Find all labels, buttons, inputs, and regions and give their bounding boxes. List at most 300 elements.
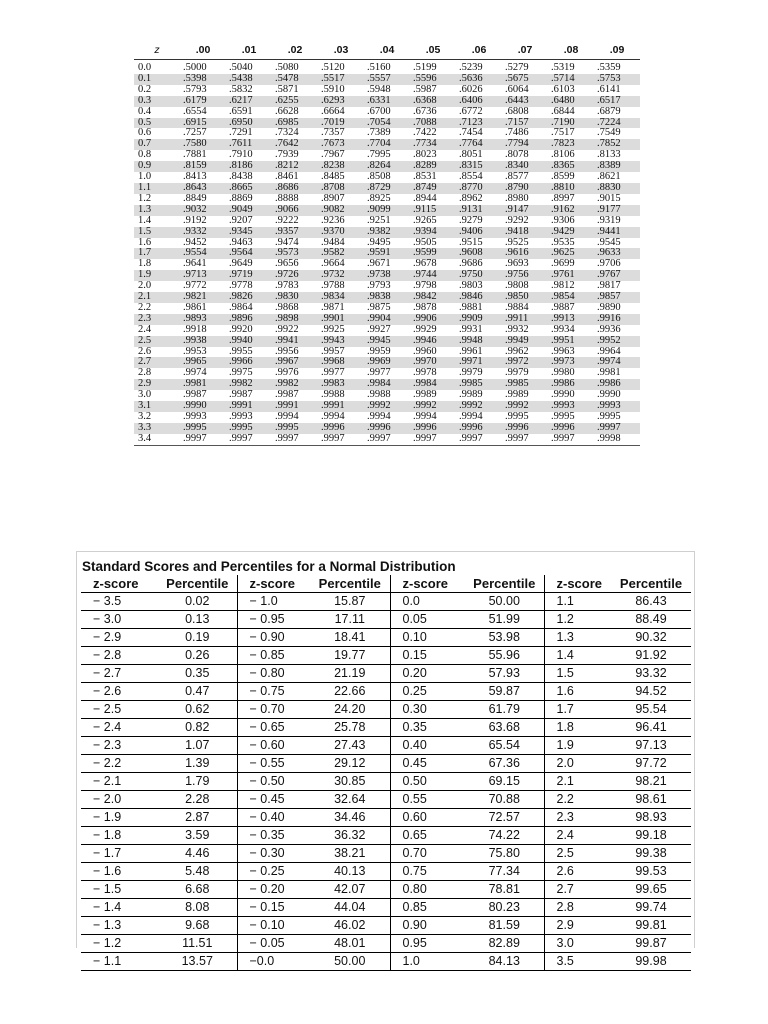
probability-cell: .6480	[548, 96, 594, 107]
probability-cell: .8438	[226, 172, 272, 183]
probability-cell: .7291	[226, 128, 272, 139]
z-score-cell: − 2.1	[81, 773, 158, 791]
percentile-cell: 57.93	[465, 665, 544, 683]
percentile-cell: 75.80	[465, 845, 544, 863]
percentile-cell: 34.46	[310, 809, 390, 827]
probability-cell: .9986	[548, 379, 594, 390]
probability-cell: .9990	[180, 401, 226, 412]
probability-cell: .9452	[180, 238, 226, 249]
probability-cell: .7257	[180, 128, 226, 139]
table-row	[81, 593, 691, 611]
probability-cell: .8980	[502, 194, 548, 205]
z-table-grid	[134, 40, 640, 446]
z-score-cell: − 0.30	[237, 845, 310, 863]
z-value-label: 0.4	[134, 107, 180, 118]
table-row	[134, 96, 640, 107]
probability-cell: .9987	[226, 390, 272, 401]
probability-cell: .8159	[180, 161, 226, 172]
probability-cell: .5160	[364, 60, 410, 74]
percentile-cell: 86.43	[611, 593, 691, 611]
z-decimal-column-header: .03	[318, 40, 364, 60]
probability-cell: .8133	[594, 150, 640, 161]
probability-cell: .9995	[502, 412, 548, 423]
probability-cell: .9788	[318, 281, 364, 292]
probability-cell: .9474	[272, 238, 318, 249]
z-score-cell: − 0.85	[237, 647, 310, 665]
probability-cell: .9997	[318, 434, 364, 445]
probability-cell: .8888	[272, 194, 318, 205]
z-score-cell: − 0.45	[237, 791, 310, 809]
probability-cell: .6554	[180, 107, 226, 118]
probability-cell: .9901	[318, 314, 364, 325]
z-value-label: 3.0	[134, 390, 180, 401]
probability-cell: .9821	[180, 292, 226, 303]
probability-cell: .9573	[272, 248, 318, 259]
probability-cell: .9406	[456, 227, 502, 238]
z-score-cell: 1.0	[390, 953, 465, 971]
probability-cell: .6217	[226, 96, 272, 107]
probability-cell: .5080	[272, 60, 318, 74]
probability-cell: .9929	[410, 325, 456, 336]
z-score-cell: − 2.3	[81, 737, 158, 755]
percentile-cell: 36.32	[310, 827, 390, 845]
probability-cell: .7019	[318, 118, 364, 129]
probability-cell: .9887	[548, 303, 594, 314]
percentile-cell: 55.96	[465, 647, 544, 665]
probability-cell: .6103	[548, 85, 594, 96]
probability-cell: .6406	[456, 96, 502, 107]
probability-cell: .9913	[548, 314, 594, 325]
probability-cell: .9986	[594, 379, 640, 390]
probability-cell: .8997	[548, 194, 594, 205]
probability-cell: .9984	[410, 379, 456, 390]
probability-cell: .9893	[180, 314, 226, 325]
probability-cell: .9980	[548, 368, 594, 379]
table-row	[81, 881, 691, 899]
probability-cell: .8925	[364, 194, 410, 205]
z-value-label: 2.2	[134, 303, 180, 314]
probability-cell: .8106	[548, 150, 594, 161]
probability-cell: .9969	[364, 357, 410, 368]
percentile-cell: 1.79	[158, 773, 237, 791]
z-score-cell: 0.05	[390, 611, 465, 629]
probability-cell: .8485	[318, 172, 364, 183]
percentile-cell: 21.19	[310, 665, 390, 683]
probability-cell: .9996	[364, 423, 410, 434]
percentile-table	[76, 551, 695, 968]
z-score-cell: 0.45	[390, 755, 465, 773]
percentile-cell: 19.77	[310, 647, 390, 665]
percentile-header: Percentile	[158, 575, 237, 593]
probability-cell: .9981	[180, 379, 226, 390]
probability-cell: .5239	[456, 60, 502, 74]
table-row	[134, 227, 640, 238]
z-value-label: 3.1	[134, 401, 180, 412]
z-score-cell: 0.65	[390, 827, 465, 845]
probability-cell: .8023	[410, 150, 456, 161]
probability-cell: .9987	[272, 390, 318, 401]
z-score-cell: − 2.5	[81, 701, 158, 719]
probability-cell: .7054	[364, 118, 410, 129]
z-score-cell: − 0.95	[237, 611, 310, 629]
percentile-cell: 42.07	[310, 881, 390, 899]
probability-cell: .8078	[502, 150, 548, 161]
percentile-cell: 99.74	[611, 899, 691, 917]
probability-cell: .8577	[502, 172, 548, 183]
probability-cell: .6985	[272, 118, 318, 129]
probability-cell: .5596	[410, 74, 456, 85]
z-score-cell: − 0.60	[237, 737, 310, 755]
probability-cell: .9306	[548, 216, 594, 227]
probability-cell: .7580	[180, 139, 226, 150]
probability-cell: .9719	[226, 270, 272, 281]
z-decimal-column-header: .09	[594, 40, 640, 60]
probability-cell: .9997	[364, 434, 410, 445]
probability-cell: .6772	[456, 107, 502, 118]
percentile-cell: 88.49	[611, 611, 691, 629]
probability-cell: .9997	[456, 434, 502, 445]
z-score-cell: 0.55	[390, 791, 465, 809]
probability-cell: .7881	[180, 150, 226, 161]
probability-cell: .9966	[226, 357, 272, 368]
percentile-cell: 91.92	[611, 647, 691, 665]
percentile-cell: 29.12	[310, 755, 390, 773]
z-score-cell: − 0.40	[237, 809, 310, 827]
percentile-cell: 95.54	[611, 701, 691, 719]
probability-cell: .6443	[502, 96, 548, 107]
percentile-table-grid	[81, 575, 691, 971]
z-score-cell: − 2.8	[81, 647, 158, 665]
percentile-cell: 50.00	[465, 593, 544, 611]
probability-cell: .9671	[364, 259, 410, 270]
probability-cell: .8289	[410, 161, 456, 172]
probability-cell: .8944	[410, 194, 456, 205]
probability-cell: .9808	[502, 281, 548, 292]
percentile-cell: 72.57	[465, 809, 544, 827]
percentile-cell: 97.72	[611, 755, 691, 773]
percentile-cell: 22.66	[310, 683, 390, 701]
probability-cell: .9911	[502, 314, 548, 325]
z-score-cell: − 1.9	[81, 809, 158, 827]
z-score-cell: 2.8	[544, 899, 611, 917]
probability-cell: .9177	[594, 205, 640, 216]
z-score-cell: − 0.35	[237, 827, 310, 845]
probability-cell: .7823	[548, 139, 594, 150]
z-value-label: 0.6	[134, 128, 180, 139]
probability-cell: .9989	[410, 390, 456, 401]
z-score-cell: 0.30	[390, 701, 465, 719]
z-value-label: 2.4	[134, 325, 180, 336]
percentile-cell: 0.47	[158, 683, 237, 701]
probability-cell: .6808	[502, 107, 548, 118]
probability-cell: .9988	[318, 390, 364, 401]
probability-cell: .9961	[456, 347, 502, 358]
probability-cell: .8554	[456, 172, 502, 183]
z-value-label: 1.9	[134, 270, 180, 281]
percentile-cell: 99.18	[611, 827, 691, 845]
z-score-cell: − 2.9	[81, 629, 158, 647]
probability-cell: .7454	[456, 128, 502, 139]
probability-cell: .9994	[364, 412, 410, 423]
probability-cell: .9693	[502, 259, 548, 270]
z-score-cell: 2.4	[544, 827, 611, 845]
z-score-cell: 2.5	[544, 845, 611, 863]
probability-cell: .9545	[594, 238, 640, 249]
z-decimal-column-header: .02	[272, 40, 318, 60]
probability-cell: .9952	[594, 336, 640, 347]
z-score-cell: 0.90	[390, 917, 465, 935]
z-score-cell: 0.40	[390, 737, 465, 755]
z-score-cell: 1.4	[544, 647, 611, 665]
probability-cell: .9838	[364, 292, 410, 303]
probability-cell: .6293	[318, 96, 364, 107]
probability-cell: .9927	[364, 325, 410, 336]
percentile-cell: 97.13	[611, 737, 691, 755]
z-score-cell: −0.0	[237, 953, 310, 971]
probability-cell: .8531	[410, 172, 456, 183]
z-score-cell: 0.15	[390, 647, 465, 665]
z-score-cell: 0.75	[390, 863, 465, 881]
percentile-cell: 1.07	[158, 737, 237, 755]
percentile-cell: 69.15	[465, 773, 544, 791]
probability-cell: .9066	[272, 205, 318, 216]
z-value-label: 0.2	[134, 85, 180, 96]
probability-cell: .9798	[410, 281, 456, 292]
table-row	[81, 953, 691, 971]
probability-cell: .9292	[502, 216, 548, 227]
probability-cell: .6879	[594, 107, 640, 118]
percentile-table-title: Standard Scores and Percentiles for a Normal Distribution	[82, 559, 456, 574]
probability-cell: .9990	[548, 390, 594, 401]
probability-cell: .9279	[456, 216, 502, 227]
probability-cell: .9591	[364, 248, 410, 259]
table-row	[81, 935, 691, 953]
probability-cell: .9938	[180, 336, 226, 347]
probability-cell: .9826	[226, 292, 272, 303]
probability-cell: .5987	[410, 85, 456, 96]
z-score-cell: 2.1	[544, 773, 611, 791]
z-score-cell: − 1.2	[81, 935, 158, 953]
percentile-cell: 0.35	[158, 665, 237, 683]
z-value-label: 2.9	[134, 379, 180, 390]
z-score-cell: − 0.90	[237, 629, 310, 647]
table-row	[134, 336, 640, 347]
probability-cell: .8238	[318, 161, 364, 172]
probability-cell: .9981	[594, 368, 640, 379]
probability-cell: .9535	[548, 238, 594, 249]
probability-cell: .9686	[456, 259, 502, 270]
table-row	[81, 845, 691, 863]
probability-cell: .9099	[364, 205, 410, 216]
probability-cell: .8729	[364, 183, 410, 194]
probability-cell: .9678	[410, 259, 456, 270]
percentile-cell: 44.04	[310, 899, 390, 917]
probability-cell: .9968	[318, 357, 364, 368]
z-score-cell: 1.2	[544, 611, 611, 629]
probability-cell: .9970	[410, 357, 456, 368]
z-score-cell: − 0.20	[237, 881, 310, 899]
z-score-cell: − 1.3	[81, 917, 158, 935]
z-value-label: 0.7	[134, 139, 180, 150]
z-score-cell: 0.70	[390, 845, 465, 863]
probability-cell: .8315	[456, 161, 502, 172]
probability-cell: .9582	[318, 248, 364, 259]
z-score-cell: − 0.10	[237, 917, 310, 935]
probability-cell: .9995	[180, 423, 226, 434]
z-score-cell: − 1.6	[81, 863, 158, 881]
probability-cell: .9936	[594, 325, 640, 336]
z-value-label: 2.8	[134, 368, 180, 379]
z-value-label: 3.4	[134, 434, 180, 445]
percentile-cell: 96.41	[611, 719, 691, 737]
probability-cell: .9633	[594, 248, 640, 259]
probability-cell: .9994	[410, 412, 456, 423]
percentile-cell: 3.59	[158, 827, 237, 845]
probability-cell: .9049	[226, 205, 272, 216]
probability-cell: .9834	[318, 292, 364, 303]
z-score-cell: − 3.5	[81, 593, 158, 611]
probability-cell: .9994	[272, 412, 318, 423]
probability-cell: .9998	[594, 434, 640, 445]
probability-cell: .9738	[364, 270, 410, 281]
probability-cell: .9957	[318, 347, 364, 358]
probability-cell: .9896	[226, 314, 272, 325]
probability-cell: .5120	[318, 60, 364, 74]
probability-cell: .5398	[180, 74, 226, 85]
probability-cell: .7157	[502, 118, 548, 129]
percentile-cell: 99.81	[611, 917, 691, 935]
probability-cell: .9778	[226, 281, 272, 292]
probability-cell: .9890	[594, 303, 640, 314]
probability-cell: .9898	[272, 314, 318, 325]
probability-cell: .9441	[594, 227, 640, 238]
probability-cell: .9854	[548, 292, 594, 303]
probability-cell: .5793	[180, 85, 226, 96]
probability-cell: .9909	[456, 314, 502, 325]
probability-cell: .9357	[272, 227, 318, 238]
probability-cell: .9904	[364, 314, 410, 325]
z-value-label: 1.7	[134, 248, 180, 259]
percentile-cell: 4.46	[158, 845, 237, 863]
probability-cell: .8212	[272, 161, 318, 172]
probability-cell: .9997	[594, 423, 640, 434]
probability-cell: .9525	[502, 238, 548, 249]
percentile-cell: 15.87	[310, 593, 390, 611]
probability-cell: .7642	[272, 139, 318, 150]
probability-cell: .7123	[456, 118, 502, 129]
percentile-cell: 67.36	[465, 755, 544, 773]
probability-cell: .9992	[456, 401, 502, 412]
probability-cell: .9207	[226, 216, 272, 227]
probability-cell: .9332	[180, 227, 226, 238]
percentile-cell: 82.89	[465, 935, 544, 953]
probability-cell: .9222	[272, 216, 318, 227]
probability-cell: .9706	[594, 259, 640, 270]
probability-cell: .5753	[594, 74, 640, 85]
probability-cell: .6026	[456, 85, 502, 96]
probability-cell: .9993	[180, 412, 226, 423]
probability-cell: .9015	[594, 194, 640, 205]
z-decimal-column-header: .01	[226, 40, 272, 60]
probability-cell: .9192	[180, 216, 226, 227]
probability-cell: .6664	[318, 107, 364, 118]
probability-cell: .8186	[226, 161, 272, 172]
percentile-cell: 65.54	[465, 737, 544, 755]
probability-cell: .7910	[226, 150, 272, 161]
probability-cell: .9974	[180, 368, 226, 379]
z-score-cell: 2.0	[544, 755, 611, 773]
percentile-cell: 77.34	[465, 863, 544, 881]
z-score-cell: 0.20	[390, 665, 465, 683]
probability-cell: .8413	[180, 172, 226, 183]
probability-cell: .9967	[272, 357, 318, 368]
probability-cell: .9948	[456, 336, 502, 347]
z-value-label: 1.8	[134, 259, 180, 270]
z-decimal-column-header: .04	[364, 40, 410, 60]
percentile-cell: 17.11	[310, 611, 390, 629]
probability-cell: .9943	[318, 336, 364, 347]
probability-cell: .9964	[594, 347, 640, 358]
probability-cell: .8599	[548, 172, 594, 183]
probability-cell: .9147	[502, 205, 548, 216]
probability-cell: .7939	[272, 150, 318, 161]
probability-cell: .8749	[410, 183, 456, 194]
probability-cell: .9767	[594, 270, 640, 281]
z-score-cell: − 1.8	[81, 827, 158, 845]
probability-cell: .6179	[180, 96, 226, 107]
probability-cell: .9564	[226, 248, 272, 259]
z-score-cell: − 0.25	[237, 863, 310, 881]
probability-cell: .9429	[548, 227, 594, 238]
percentile-cell: 8.08	[158, 899, 237, 917]
probability-cell: .7734	[410, 139, 456, 150]
z-score-cell: 1.7	[544, 701, 611, 719]
probability-cell: .9978	[410, 368, 456, 379]
probability-cell: .7764	[456, 139, 502, 150]
probability-cell: .9131	[456, 205, 502, 216]
probability-cell: .9993	[594, 401, 640, 412]
probability-cell: .7389	[364, 128, 410, 139]
z-value-label: 0.0	[134, 60, 180, 74]
probability-cell: .7967	[318, 150, 364, 161]
probability-cell: .9906	[410, 314, 456, 325]
percentile-cell: 84.13	[465, 953, 544, 971]
percentile-cell: 63.68	[465, 719, 544, 737]
probability-cell: .5438	[226, 74, 272, 85]
table-row	[134, 434, 640, 445]
probability-cell: .9989	[502, 390, 548, 401]
percentile-cell: 0.13	[158, 611, 237, 629]
probability-cell: .8665	[226, 183, 272, 194]
probability-cell: .9761	[548, 270, 594, 281]
probability-cell: .9713	[180, 270, 226, 281]
percentile-cell: 74.22	[465, 827, 544, 845]
z-score-cell: 2.6	[544, 863, 611, 881]
probability-cell: .9982	[272, 379, 318, 390]
z-decimal-column-header: .00	[180, 40, 226, 60]
probability-cell: .8962	[456, 194, 502, 205]
probability-cell: .9992	[502, 401, 548, 412]
z-decimal-column-header: .07	[502, 40, 548, 60]
probability-cell: .8708	[318, 183, 364, 194]
table-row	[134, 107, 640, 118]
z-score-cell: − 0.70	[237, 701, 310, 719]
percentile-cell: 99.98	[611, 953, 691, 971]
percentile-cell: 94.52	[611, 683, 691, 701]
table-row	[81, 665, 691, 683]
probability-cell: .9985	[502, 379, 548, 390]
z-score-cell: − 0.55	[237, 755, 310, 773]
